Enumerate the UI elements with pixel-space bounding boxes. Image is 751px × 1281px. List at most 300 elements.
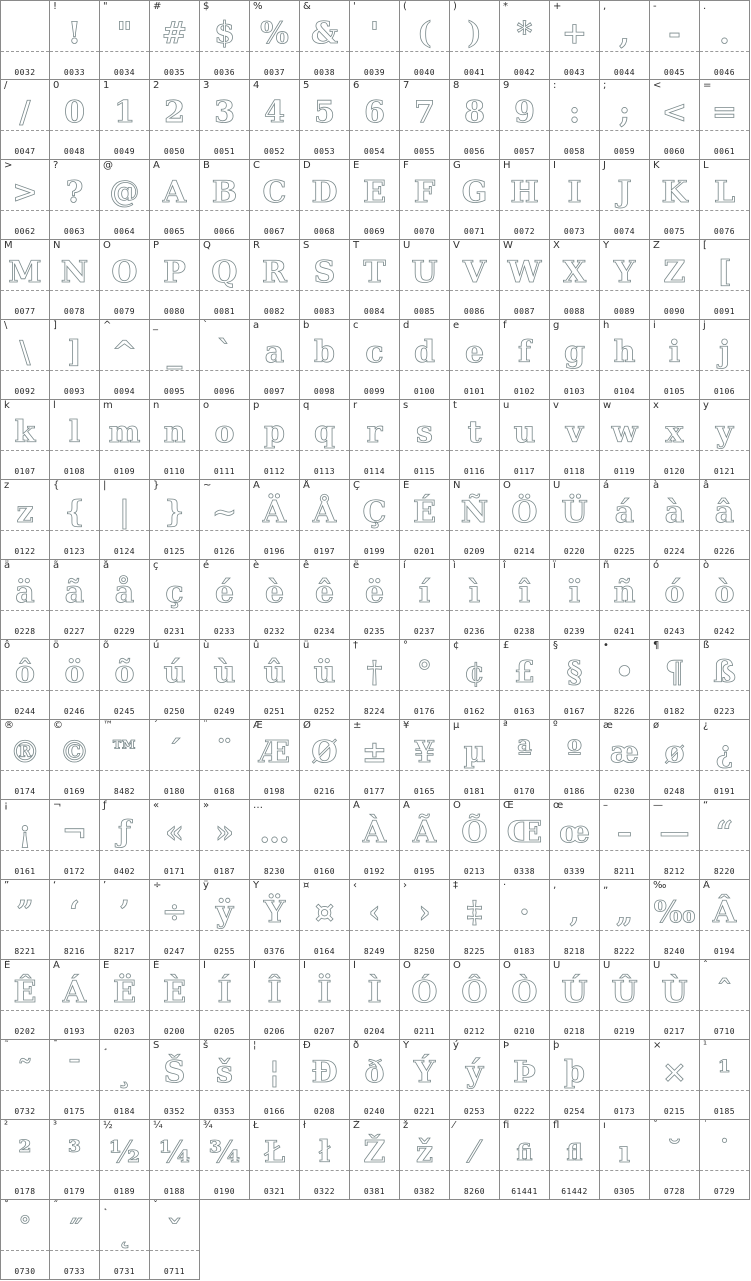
glyph-label: Ê xyxy=(4,960,11,971)
glyph-cell[interactable] xyxy=(400,480,450,560)
glyph-cell[interactable] xyxy=(400,240,450,320)
glyph-code: 0088 xyxy=(563,307,586,316)
glyph-label: ˇ xyxy=(153,1200,158,1211)
glyph-cell[interactable] xyxy=(500,640,550,720)
glyph-cell[interactable] xyxy=(500,800,550,880)
glyph-cell[interactable] xyxy=(200,640,250,720)
glyph-cell[interactable] xyxy=(50,160,100,240)
glyph-cell[interactable] xyxy=(600,80,650,160)
glyph-cell[interactable] xyxy=(0,800,50,880)
glyph-cell[interactable] xyxy=(0,0,50,80)
glyph-cell[interactable] xyxy=(0,960,50,1040)
glyph-cell[interactable] xyxy=(100,400,150,480)
glyph-cell[interactable] xyxy=(250,0,300,80)
glyph-cell[interactable] xyxy=(200,1040,250,1120)
glyph-cell[interactable] xyxy=(100,1200,150,1280)
glyph-cell[interactable] xyxy=(250,880,300,960)
glyph-cell[interactable] xyxy=(250,560,300,640)
glyph-cell[interactable] xyxy=(650,800,700,880)
glyph-sample: 2 xyxy=(164,95,185,130)
glyph-cell[interactable] xyxy=(250,240,300,320)
glyph-cell[interactable] xyxy=(350,0,400,80)
glyph-cell[interactable] xyxy=(650,240,700,320)
glyph-cell[interactable] xyxy=(50,560,100,640)
glyph-cell[interactable] xyxy=(450,1120,500,1200)
glyph-cell[interactable] xyxy=(100,800,150,880)
glyph-label: ú xyxy=(153,640,160,651)
glyph-cell[interactable] xyxy=(150,160,200,240)
glyph-cell[interactable] xyxy=(550,1120,600,1200)
glyph-cell[interactable] xyxy=(0,640,50,720)
glyph-cell[interactable] xyxy=(100,720,150,800)
glyph-cell[interactable] xyxy=(550,800,600,880)
glyph-cell[interactable] xyxy=(150,640,200,720)
glyph-cell[interactable] xyxy=(250,400,300,480)
glyph-cell[interactable] xyxy=(150,480,200,560)
glyph-cell[interactable] xyxy=(200,240,250,320)
baseline-guide xyxy=(650,1090,699,1091)
glyph-cell[interactable] xyxy=(300,720,350,800)
glyph-cell[interactable] xyxy=(500,560,550,640)
glyph-cell[interactable] xyxy=(250,640,300,720)
baseline-guide xyxy=(500,450,549,451)
glyph-cell[interactable] xyxy=(0,1040,50,1120)
baseline-guide xyxy=(1,1170,49,1171)
glyph-cell[interactable] xyxy=(550,1040,600,1120)
baseline-guide xyxy=(650,290,699,291)
glyph-cell[interactable] xyxy=(100,1040,150,1120)
glyph-cell[interactable] xyxy=(650,0,700,80)
glyph-cell[interactable] xyxy=(250,480,300,560)
glyph-cell[interactable] xyxy=(500,0,550,80)
glyph-cell[interactable] xyxy=(550,400,600,480)
glyph-cell[interactable] xyxy=(150,1200,200,1280)
glyph-cell[interactable] xyxy=(650,320,700,400)
glyph-cell[interactable] xyxy=(50,960,100,1040)
glyph-cell[interactable] xyxy=(150,800,200,880)
glyph-cell[interactable] xyxy=(100,560,150,640)
glyph-code: 0238 xyxy=(513,627,536,636)
glyph-cell[interactable] xyxy=(700,400,750,480)
glyph-code: 0231 xyxy=(163,627,186,636)
glyph-cell[interactable] xyxy=(450,800,500,880)
glyph-cell[interactable] xyxy=(500,160,550,240)
glyph-cell[interactable] xyxy=(0,1120,50,1200)
glyph-cell[interactable] xyxy=(100,640,150,720)
glyph-sample: “ xyxy=(715,815,734,850)
glyph-cell[interactable] xyxy=(450,320,500,400)
glyph-cell[interactable] xyxy=(450,480,500,560)
glyph-cell[interactable] xyxy=(650,1120,700,1200)
glyph-cell[interactable] xyxy=(700,560,750,640)
glyph-cell[interactable] xyxy=(700,0,750,80)
glyph-cell[interactable] xyxy=(50,400,100,480)
glyph-cell[interactable] xyxy=(100,0,150,80)
glyph-cell[interactable] xyxy=(500,960,550,1040)
glyph-cell[interactable] xyxy=(50,1040,100,1120)
glyph-cell[interactable] xyxy=(50,800,100,880)
baseline-guide xyxy=(500,1090,549,1091)
glyph-cell[interactable] xyxy=(400,1040,450,1120)
glyph-label: b xyxy=(303,320,310,331)
glyph-cell[interactable] xyxy=(50,320,100,400)
glyph-cell[interactable] xyxy=(350,640,400,720)
glyph-cell[interactable] xyxy=(550,160,600,240)
glyph-cell[interactable] xyxy=(400,320,450,400)
glyph-cell[interactable] xyxy=(500,720,550,800)
glyph-label: × xyxy=(653,1040,662,1051)
baseline-guide xyxy=(700,1170,749,1171)
baseline-guide xyxy=(100,610,149,611)
glyph-label: e xyxy=(453,320,460,331)
glyph-cell[interactable] xyxy=(50,1200,100,1280)
glyph-cell[interactable] xyxy=(600,640,650,720)
glyph-cell[interactable] xyxy=(450,560,500,640)
glyph-cell[interactable] xyxy=(200,800,250,880)
glyph-cell[interactable] xyxy=(350,560,400,640)
glyph-cell[interactable] xyxy=(400,720,450,800)
glyph-cell[interactable] xyxy=(400,560,450,640)
glyph-cell[interactable] xyxy=(200,480,250,560)
glyph-cell[interactable] xyxy=(700,1120,750,1200)
glyph-cell[interactable] xyxy=(300,80,350,160)
glyph-cell[interactable] xyxy=(550,320,600,400)
glyph-cell[interactable] xyxy=(450,960,500,1040)
glyph-label: D xyxy=(303,160,311,171)
glyph-cell[interactable] xyxy=(50,880,100,960)
glyph-cell[interactable] xyxy=(650,480,700,560)
glyph-cell[interactable] xyxy=(150,1120,200,1200)
glyph-cell[interactable] xyxy=(650,1040,700,1120)
glyph-sample: ’ xyxy=(119,895,130,930)
glyph-cell[interactable] xyxy=(200,400,250,480)
baseline-guide xyxy=(200,370,249,371)
glyph-cell[interactable] xyxy=(100,80,150,160)
glyph-cell[interactable] xyxy=(250,1120,300,1200)
glyph-cell[interactable] xyxy=(600,160,650,240)
glyph-sample: Š xyxy=(163,1055,186,1090)
glyph-cell[interactable] xyxy=(550,960,600,1040)
glyph-cell[interactable] xyxy=(300,560,350,640)
glyph-cell[interactable] xyxy=(50,480,100,560)
glyph-cell[interactable] xyxy=(550,0,600,80)
glyph-cell[interactable] xyxy=(500,80,550,160)
glyph-cell[interactable] xyxy=(250,800,300,880)
glyph-cell[interactable] xyxy=(250,960,300,1040)
glyph-cell[interactable] xyxy=(350,880,400,960)
baseline-guide xyxy=(250,930,299,931)
glyph-cell[interactable] xyxy=(700,640,750,720)
glyph-cell[interactable] xyxy=(100,320,150,400)
glyph-cell[interactable] xyxy=(350,240,400,320)
baseline-guide xyxy=(650,770,699,771)
glyph-cell[interactable] xyxy=(700,160,750,240)
glyph-cell[interactable] xyxy=(350,480,400,560)
glyph-label: á xyxy=(603,480,610,491)
glyph-cell[interactable] xyxy=(450,880,500,960)
baseline-guide xyxy=(300,850,349,851)
glyph-cell[interactable] xyxy=(400,800,450,880)
glyph-sample: $ xyxy=(214,16,235,51)
glyph-label: ý xyxy=(453,1040,459,1051)
glyph-cell[interactable] xyxy=(550,480,600,560)
glyph-sample: Ä xyxy=(262,495,287,530)
glyph-cell[interactable] xyxy=(450,400,500,480)
glyph-sample: ð xyxy=(364,1055,385,1090)
glyph-cell[interactable] xyxy=(700,800,750,880)
glyph-cell[interactable] xyxy=(600,1040,650,1120)
glyph-cell[interactable] xyxy=(200,720,250,800)
glyph-sample: Á xyxy=(62,975,87,1010)
glyph-cell[interactable] xyxy=(550,560,600,640)
glyph-cell[interactable] xyxy=(50,720,100,800)
glyph-cell[interactable] xyxy=(600,240,650,320)
glyph-cell[interactable] xyxy=(450,720,500,800)
glyph-cell[interactable] xyxy=(0,880,50,960)
glyph-cell[interactable] xyxy=(500,320,550,400)
glyph-cell[interactable] xyxy=(200,160,250,240)
glyph-cell[interactable] xyxy=(200,80,250,160)
glyph-sample: B xyxy=(211,175,238,210)
glyph-cell[interactable] xyxy=(700,80,750,160)
glyph-cell[interactable] xyxy=(650,720,700,800)
glyph-label: ö xyxy=(53,640,60,651)
glyph-sample: ì xyxy=(468,575,481,610)
glyph-cell[interactable] xyxy=(150,720,200,800)
glyph-code: 0187 xyxy=(213,867,236,876)
glyph-cell[interactable] xyxy=(50,640,100,720)
glyph-cell[interactable] xyxy=(650,640,700,720)
glyph-cell[interactable] xyxy=(600,800,650,880)
glyph-code: 0339 xyxy=(563,867,586,876)
glyph-label: ! xyxy=(53,1,58,12)
baseline-guide xyxy=(700,130,749,131)
glyph-cell[interactable] xyxy=(700,320,750,400)
glyph-cell[interactable] xyxy=(550,640,600,720)
glyph-cell[interactable] xyxy=(250,320,300,400)
glyph-cell[interactable] xyxy=(250,720,300,800)
glyph-code: 0110 xyxy=(163,467,186,476)
glyph-cell[interactable] xyxy=(650,80,700,160)
glyph-cell[interactable] xyxy=(350,960,400,1040)
glyph-cell[interactable] xyxy=(400,0,450,80)
glyph-cell[interactable] xyxy=(300,400,350,480)
glyph-cell[interactable] xyxy=(300,1040,350,1120)
baseline-guide xyxy=(450,370,499,371)
glyph-cell[interactable] xyxy=(550,80,600,160)
glyph-cell[interactable] xyxy=(450,640,500,720)
glyph-cell[interactable] xyxy=(300,160,350,240)
glyph-cell[interactable] xyxy=(0,80,50,160)
glyph-cell[interactable] xyxy=(100,160,150,240)
glyph-cell[interactable] xyxy=(200,320,250,400)
glyph-cell[interactable] xyxy=(150,80,200,160)
glyph-sample: J xyxy=(617,175,632,210)
glyph-code: 0199 xyxy=(363,547,386,556)
glyph-label: Â xyxy=(703,880,710,891)
glyph-cell[interactable] xyxy=(350,720,400,800)
glyph-label: 9 xyxy=(503,80,510,91)
glyph-cell[interactable] xyxy=(550,720,600,800)
glyph-cell[interactable] xyxy=(350,800,400,880)
glyph-cell[interactable] xyxy=(450,240,500,320)
glyph-cell[interactable] xyxy=(400,960,450,1040)
glyph-cell[interactable] xyxy=(50,1120,100,1200)
glyph-cell[interactable] xyxy=(500,400,550,480)
glyph-code: 0098 xyxy=(313,387,336,396)
baseline-guide xyxy=(1,610,49,611)
glyph-cell[interactable] xyxy=(150,400,200,480)
glyph-cell[interactable] xyxy=(450,0,500,80)
glyph-code: 0036 xyxy=(213,68,236,77)
glyph-label: ã xyxy=(53,560,60,571)
glyph-sample: w xyxy=(611,415,638,450)
glyph-code: 0169 xyxy=(63,787,86,796)
glyph-cell[interactable] xyxy=(500,480,550,560)
glyph-cell[interactable] xyxy=(600,720,650,800)
glyph-cell[interactable] xyxy=(0,320,50,400)
glyph-cell[interactable] xyxy=(650,560,700,640)
glyph-cell[interactable] xyxy=(50,80,100,160)
glyph-cell[interactable] xyxy=(350,1120,400,1200)
glyph-cell[interactable] xyxy=(100,240,150,320)
glyph-cell[interactable] xyxy=(700,720,750,800)
glyph-label: à xyxy=(653,480,660,491)
glyph-cell[interactable] xyxy=(300,240,350,320)
glyph-cell[interactable] xyxy=(600,880,650,960)
glyph-sample: [ xyxy=(717,255,732,290)
glyph-cell[interactable] xyxy=(650,960,700,1040)
glyph-cell[interactable] xyxy=(100,480,150,560)
glyph-cell[interactable] xyxy=(350,1040,400,1120)
glyph-cell[interactable] xyxy=(500,1040,550,1120)
glyph-cell[interactable] xyxy=(300,880,350,960)
glyph-cell[interactable] xyxy=(250,80,300,160)
glyph-cell[interactable] xyxy=(500,880,550,960)
glyph-cell[interactable] xyxy=(250,1040,300,1120)
glyph-cell[interactable] xyxy=(300,320,350,400)
glyph-cell[interactable] xyxy=(450,80,500,160)
glyph-cell[interactable] xyxy=(100,880,150,960)
glyph-cell[interactable] xyxy=(0,720,50,800)
glyph-cell[interactable] xyxy=(150,1040,200,1120)
glyph-cell[interactable] xyxy=(350,160,400,240)
glyph-cell[interactable] xyxy=(50,240,100,320)
glyph-sample: 6 xyxy=(364,95,385,130)
glyph-cell[interactable] xyxy=(700,480,750,560)
glyph-cell[interactable] xyxy=(150,0,200,80)
glyph-cell[interactable] xyxy=(0,1200,50,1280)
glyph-cell[interactable] xyxy=(0,160,50,240)
baseline-guide xyxy=(350,450,399,451)
glyph-cell[interactable] xyxy=(600,400,650,480)
glyph-cell[interactable] xyxy=(550,880,600,960)
glyph-label: $ xyxy=(203,1,210,12)
glyph-cell[interactable] xyxy=(600,480,650,560)
glyph-label: „ xyxy=(603,880,609,891)
glyph-cell[interactable] xyxy=(300,640,350,720)
glyph-cell[interactable] xyxy=(300,0,350,80)
glyph-cell[interactable] xyxy=(350,320,400,400)
glyph-cell[interactable] xyxy=(0,400,50,480)
glyph-cell[interactable] xyxy=(600,960,650,1040)
glyph-cell[interactable] xyxy=(150,320,200,400)
glyph-cell[interactable] xyxy=(600,320,650,400)
glyph-cell[interactable] xyxy=(500,1120,550,1200)
glyph-cell[interactable] xyxy=(650,880,700,960)
glyph-cell[interactable] xyxy=(600,0,650,80)
glyph-cell[interactable] xyxy=(350,400,400,480)
glyph-cell[interactable] xyxy=(400,880,450,960)
glyph-cell[interactable] xyxy=(450,1040,500,1120)
glyph-cell[interactable] xyxy=(50,0,100,80)
baseline-guide xyxy=(550,130,599,131)
glyph-cell[interactable] xyxy=(0,480,50,560)
glyph-cell[interactable] xyxy=(250,160,300,240)
glyph-cell[interactable] xyxy=(700,240,750,320)
glyph-cell[interactable] xyxy=(700,1040,750,1120)
glyph-cell[interactable] xyxy=(550,240,600,320)
glyph-cell[interactable] xyxy=(150,880,200,960)
glyph-label: š xyxy=(203,1040,209,1051)
glyph-sample: ù xyxy=(213,655,236,690)
glyph-cell[interactable] xyxy=(600,1120,650,1200)
glyph-cell[interactable] xyxy=(150,960,200,1040)
glyph-cell[interactable] xyxy=(200,560,250,640)
glyph-code: 0241 xyxy=(613,627,636,636)
glyph-sample: A xyxy=(162,175,187,210)
glyph-cell[interactable] xyxy=(200,0,250,80)
glyph-cell[interactable] xyxy=(0,240,50,320)
glyph-cell[interactable] xyxy=(400,1120,450,1200)
glyph-cell[interactable] xyxy=(500,240,550,320)
glyph-cell[interactable] xyxy=(100,960,150,1040)
glyph-cell[interactable] xyxy=(400,400,450,480)
glyph-cell[interactable] xyxy=(100,1120,150,1200)
glyph-code: 8226 xyxy=(613,707,636,716)
baseline-guide xyxy=(350,130,399,131)
glyph-cell[interactable] xyxy=(700,880,750,960)
glyph-cell[interactable] xyxy=(200,880,250,960)
glyph-cell[interactable] xyxy=(150,240,200,320)
glyph-cell[interactable] xyxy=(700,960,750,1040)
glyph-cell[interactable] xyxy=(300,1120,350,1200)
glyph-cell[interactable] xyxy=(350,80,400,160)
glyph-cell[interactable] xyxy=(200,960,250,1040)
glyph-cell[interactable] xyxy=(400,160,450,240)
glyph-cell[interactable] xyxy=(650,400,700,480)
baseline-guide xyxy=(200,1170,249,1171)
glyph-code: 0167 xyxy=(563,707,586,716)
glyph-cell[interactable] xyxy=(300,960,350,1040)
baseline-guide xyxy=(150,530,199,531)
glyph-cell[interactable] xyxy=(400,640,450,720)
glyph-sample: b xyxy=(314,335,335,370)
glyph-cell[interactable] xyxy=(400,80,450,160)
glyph-code: 0124 xyxy=(113,547,136,556)
glyph-cell[interactable] xyxy=(150,560,200,640)
glyph-cell[interactable] xyxy=(0,560,50,640)
glyph-cell[interactable] xyxy=(600,560,650,640)
baseline-guide xyxy=(650,850,699,851)
baseline-guide xyxy=(450,690,499,691)
glyph-cell[interactable] xyxy=(450,160,500,240)
glyph-cell[interactable] xyxy=(300,480,350,560)
glyph-cell[interactable] xyxy=(650,160,700,240)
glyph-cell[interactable] xyxy=(200,1120,250,1200)
glyph-code: 0034 xyxy=(113,68,136,77)
glyph-cell[interactable] xyxy=(300,800,350,880)
